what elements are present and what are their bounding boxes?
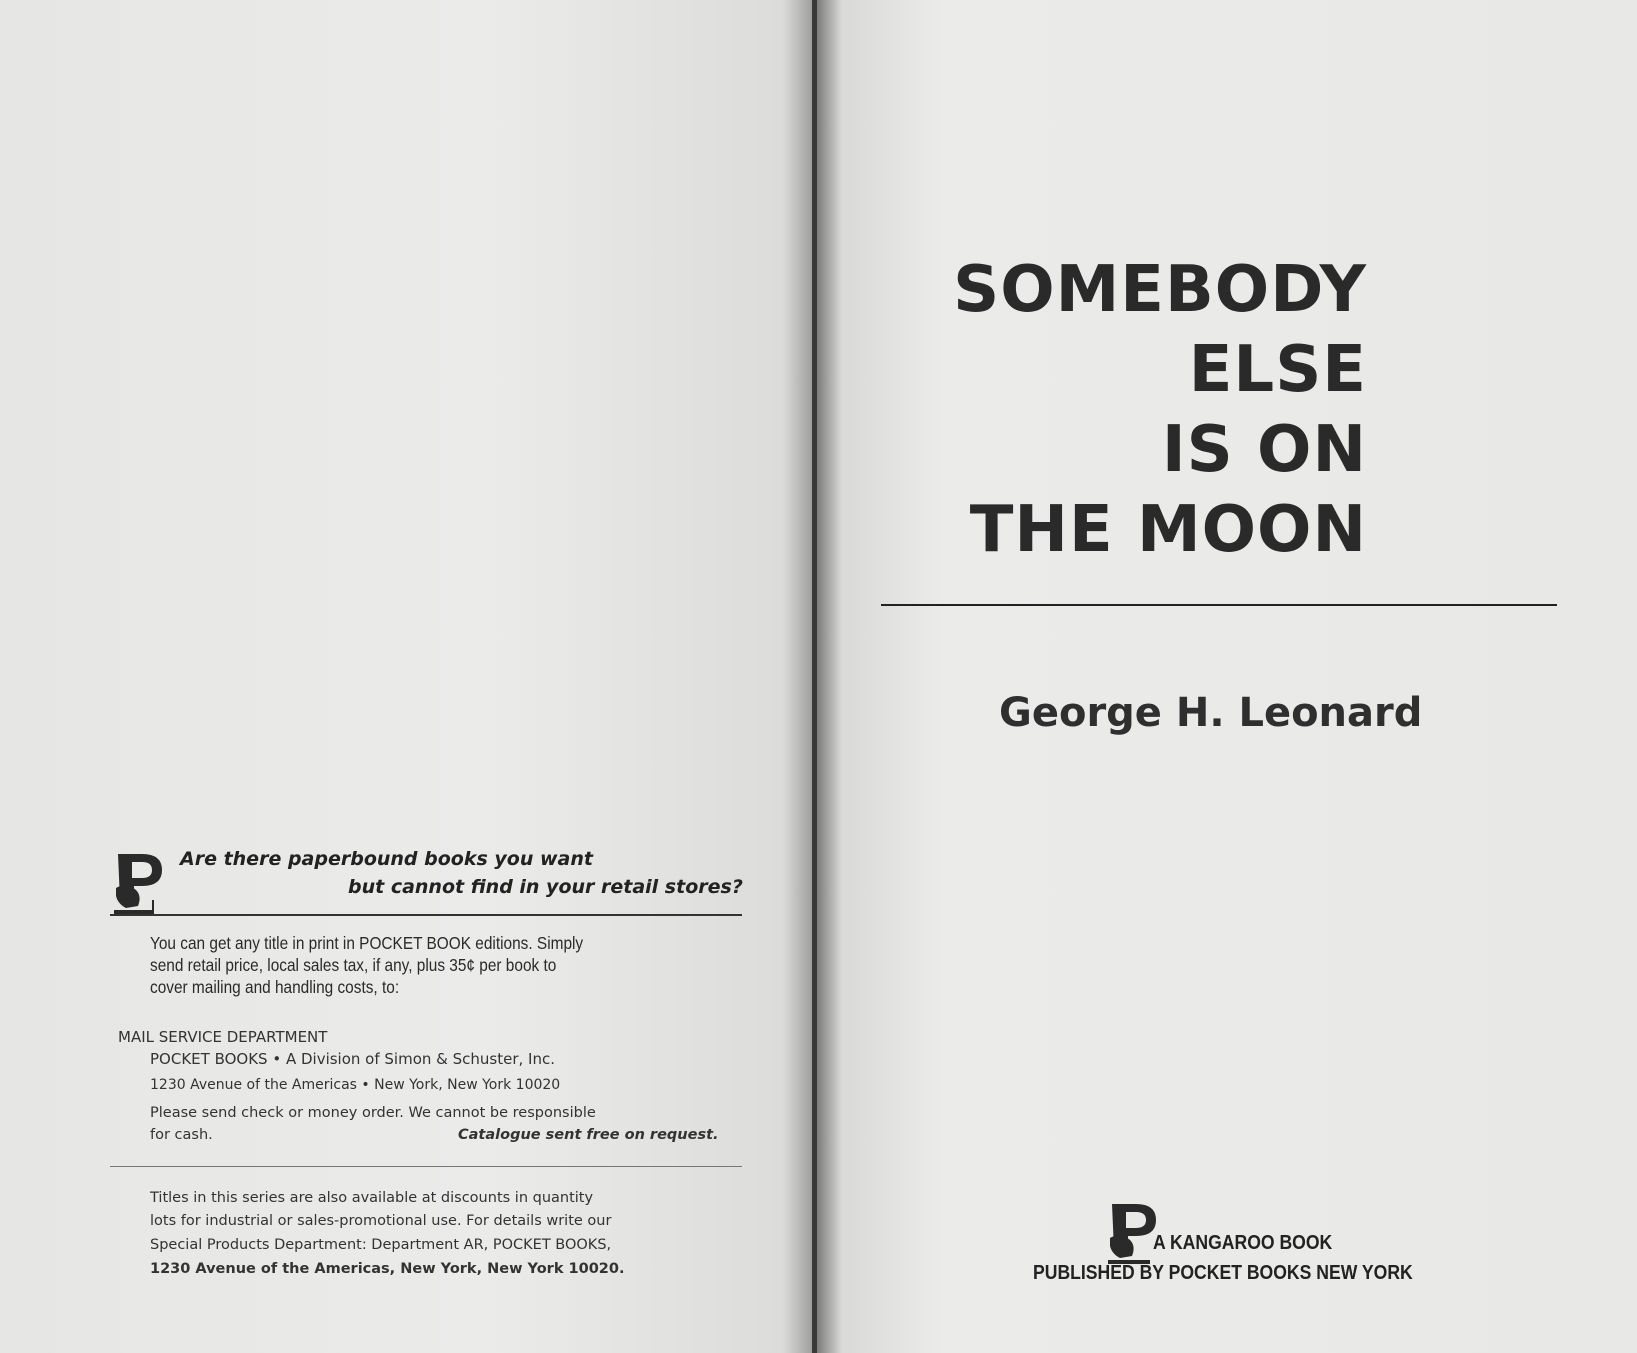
discount-line-1: Titles in this series are also available at discounts in quantity (150, 1190, 594, 1206)
catalogue-note: Catalogue sent free on request. (458, 1127, 719, 1143)
payment-line-2: for cash. (150, 1127, 213, 1143)
address-line-2: 1230 Avenue of the Americas • New York, New York 10020 (150, 1077, 561, 1093)
discount-line-2: lots for industrial or sales-promotional use. For details write our (150, 1213, 612, 1229)
mail-department: MAIL SERVICE DEPARTMENT (118, 1028, 328, 1046)
author-name: George H. Leonard (999, 690, 1423, 736)
right-page (817, 0, 1637, 1353)
discount-line-4: 1230 Avenue of the Americas, New York, New York 10020. (150, 1261, 625, 1277)
instructions (150, 932, 642, 998)
question-line-2: but cannot find in your retail stores? (348, 876, 743, 898)
instruction-line-1: You can get any title in print in POCKET BOOK editions. Simply (150, 933, 584, 953)
title-line-3: IS ON (1161, 413, 1367, 487)
question-line-1: Are there paperbound books you want (180, 848, 593, 870)
instruction-line-3: cover mailing and handling costs, to: (150, 977, 400, 997)
title-line-2: ELSE (1188, 333, 1367, 407)
publisher-line: PUBLISHED BY POCKET BOOKS NEW YORK (1033, 1262, 1413, 1284)
divider-top (110, 914, 742, 916)
imprint-label: A KANGAROO BOOK (1153, 1232, 1333, 1254)
bleed-through-title (250, 230, 670, 314)
instruction-line-2: send retail price, local sales tax, if any, plus 35¢ per book to (150, 955, 557, 975)
title-line-1: SOMEBODY (953, 253, 1367, 327)
title-rule (881, 604, 1557, 606)
payment-line-1: Please send check or money order. We cannot be responsible (150, 1105, 596, 1121)
discount-line-3: Special Products Department: Department AR, POCKET BOOKS, (150, 1237, 612, 1253)
address-line-1: POCKET BOOKS • A Division of Simon & Schuster, Inc. (150, 1050, 555, 1068)
left-page (0, 0, 815, 1353)
kangaroo-logo-icon (112, 848, 168, 918)
pocket-books-logo (112, 848, 168, 918)
title-line-4: THE MOON (969, 493, 1367, 567)
divider-bottom (110, 1166, 742, 1167)
